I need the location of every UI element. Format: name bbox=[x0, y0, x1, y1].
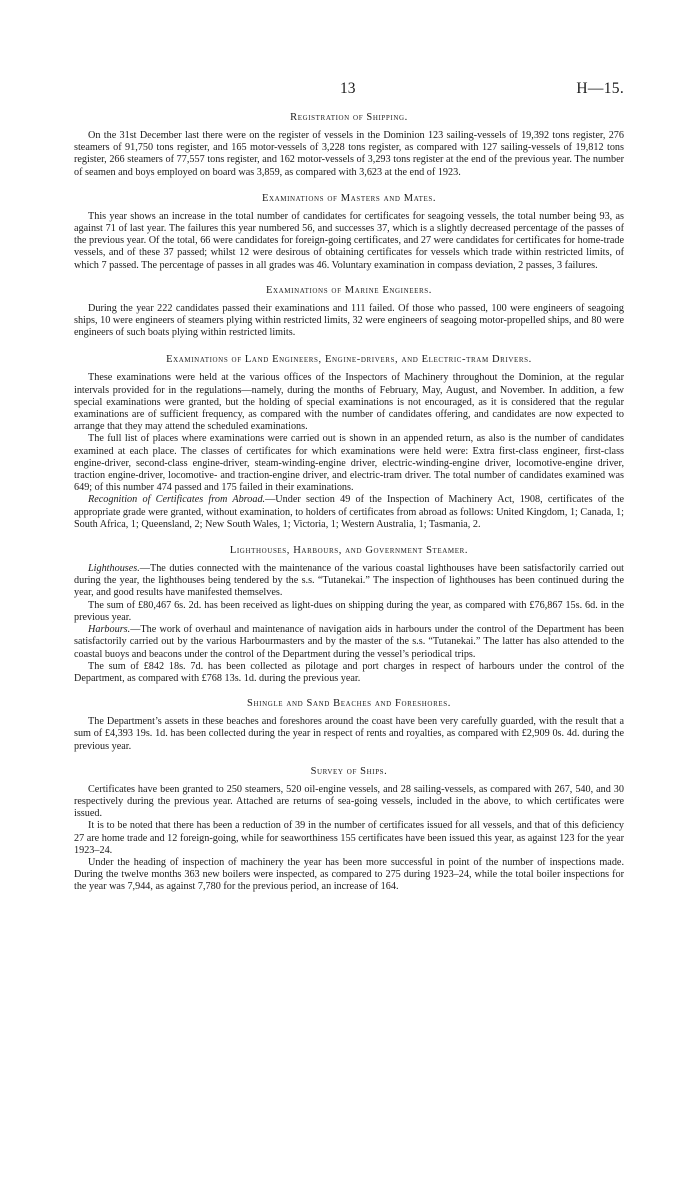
paragraph: The Department’s assets in these beaches and foreshores around the coast have been very carefully guarded, with the result that a sum of £4,393 19s. 1d. has been collected during the year in respect of rents and royalties, as compared with £2,909 0s. 4d. during the previous year. bbox=[74, 716, 624, 752]
section-heading: Examinations of Marine Engineers. bbox=[265, 284, 433, 296]
paragraph-text: —The duties connected with the maintenance of the various coastal lighthouses have been satisfactorily carried out during the year, the lighthouses being tendered by the s.s. “Tutanekai.” The inspection of lighthouses has been continued during the year, and good results have manifested themselves. bbox=[74, 563, 624, 599]
paragraph: During the year 222 candidates passed their examinations and 111 failed. Of those who passed, 100 were engineers of seagoing ships, 10 were engineers of steamers plying within restricted limits, 32 were engineers of seagoing motor-propelled ships, and 80 were engineers of such boats plying within restricted limits. bbox=[74, 302, 624, 339]
section-shingle-sand bbox=[74, 698, 624, 753]
section-masters-mates bbox=[74, 193, 624, 272]
section-land-engineers bbox=[74, 354, 624, 531]
paragraph-lead: Recognition of Certificates from Abroad. bbox=[88, 494, 266, 506]
paragraph-lead: Lighthouses. bbox=[88, 563, 140, 575]
paragraph: Certificates have been granted to 250 steamers, 520 oil-engine vessels, and 28 sailing-vessels, as compared with 267, 540, and 30 respectively during the previous year. Attached are returns of sea-going vessels, included in the above, to which certificates were issued. bbox=[74, 783, 624, 820]
paragraph-text: —The work of overhaul and maintenance of navigation aids in harbours under the control of the Department has been satisfactorily carried out by the various Harbourmasters and by the master of the s.s. “Tutanekai.” The latter has also attended to the coastal buoys and beacons under the control of the Department during the vessel’s periodical trips. bbox=[74, 624, 624, 660]
section-heading: Survey of Ships. bbox=[310, 765, 388, 777]
section-survey-ships bbox=[74, 766, 624, 894]
section-lighthouses bbox=[74, 545, 624, 685]
paragraph: On the 31st December last there were on the register of vessels in the Dominion 123 sailing-vessels of 19,392 tons register, 276 steamers of 91,750 tons register, and 165 motor-vessels of 3,228 tons register, as compared with 127 sailing-vessels of 19,812 tons register, 266 steamers of 77,557 tons register, and 162 motor-vessels of 3,293 tons register at the end of the previous year. The number of seamen and boys employed on board was 3,859, as compared with 3,623 at the end of 1923. bbox=[74, 130, 624, 178]
section-heading: Examinations of Land Engineers, Engine-drivers, and Electric-tram Drivers. bbox=[166, 354, 532, 366]
paragraph bbox=[74, 494, 624, 531]
page-header bbox=[0, 80, 700, 100]
section-heading: Lighthouses, Harbours, and Government Steamer. bbox=[229, 545, 469, 557]
paragraph bbox=[74, 563, 624, 600]
section-registration bbox=[74, 112, 624, 179]
paragraph bbox=[74, 624, 624, 661]
section-marine-engineers bbox=[74, 285, 624, 340]
paragraph: It is to be noted that there has been a reduction of 39 in the number of certificates issued for all vessels, and that of this deficiency 27 are home trade and 12 foreign-going, while for seaworthiness 155 certificates have been issued this year, as against 123 for the year 1923–24. bbox=[74, 820, 624, 856]
section-heading: Registration of Shipping. bbox=[290, 112, 408, 123]
sheet-reference: H—15. bbox=[576, 80, 624, 97]
paragraph: The sum of £842 18s. 7d. has been collected as pilotage and port charges in respect of harbours under the control of the Department, as compared with £768 13s. 1d. during the previous year. bbox=[74, 660, 624, 684]
section-heading: Shingle and Sand Beaches and Foreshores. bbox=[247, 698, 451, 710]
paragraph-lead: Harbours. bbox=[88, 624, 131, 636]
paragraph: These examinations were held at the various offices of the Inspectors of Machinery throughout the Dominion, at the regular intervals provided for in the regulations—namely, during the months of February, May, August, and November. In addition, a few special examinations were granted, but the holding of special examinations is not encouraged, as it is considered that the regular examinations are of sufficient frequency, as compared with the number of candidates offering, and candidates are now expected to arrange that they may attend the scheduled examinations. bbox=[74, 372, 624, 433]
page-body bbox=[74, 112, 624, 894]
paragraph: Under the heading of inspection of machinery the year has been more successful in point of the number of inspections made. During the twelve months 363 new boilers were inspected, as compared to 275 during 1923–24, while the total boiler inspections for the year was 7,944, as against 7,780 for the previous period, an increase of 164. bbox=[74, 856, 624, 893]
page-number: 13 bbox=[340, 80, 356, 97]
section-heading: Examinations of Masters and Mates. bbox=[261, 192, 437, 204]
paragraph: The full list of places where examinations were carried out is shown in an appended return, as also is the number of candidates examined at each place. The classes of certificates for which examinations were held were: Extra first-class engineer, first-class engine-driver, second-class engine-driver, steam-winding-engine driver, electric-winding-engine driver, locomotive-engine driver, traction engine-driver, locomotive- and traction-engine driver, and electric-tram driver. The total number of candidates examined was 649; of this number 474 passed and 175 failed in their examinations. bbox=[74, 433, 624, 494]
paragraph: This year shows an increase in the total number of candidates for certificates for seagoing vessels, the total number being 93, as against 71 of last year. The failures this year numbered 56, and successes 37, which is a slightly decreased percentage of the passes of the previous year. Of the total, 66 were candidates for foreign-going certificates, and 27 were candidates for certificates for home-trade vessels, and of these 37 passed; whilst 12 were desirous of obtaining certificates for vessels which trade within restricted limits, of which 7 passed. The percentage of passes in all grades was 46. Voluntary examination in compass deviation, 2 passes, 3 failures. bbox=[74, 210, 624, 271]
paragraph: The sum of £80,467 6s. 2d. has been received as light-dues on shipping during the year, as compared with £76,867 15s. 6d. in the previous year. bbox=[74, 599, 624, 623]
paragraph-text: —Under section 49 of the Inspection of Machinery Act, 1908, certificates of the appropriate grade were granted, without examination, to holders of certificates from abroad as follows: United Kingdom, 1; Canada, 1; South Africa, 1; Queensland, 2; New South Wales, 1; Victoria, 1; Western Australia, 1; Tasmania, 2. bbox=[74, 494, 624, 530]
